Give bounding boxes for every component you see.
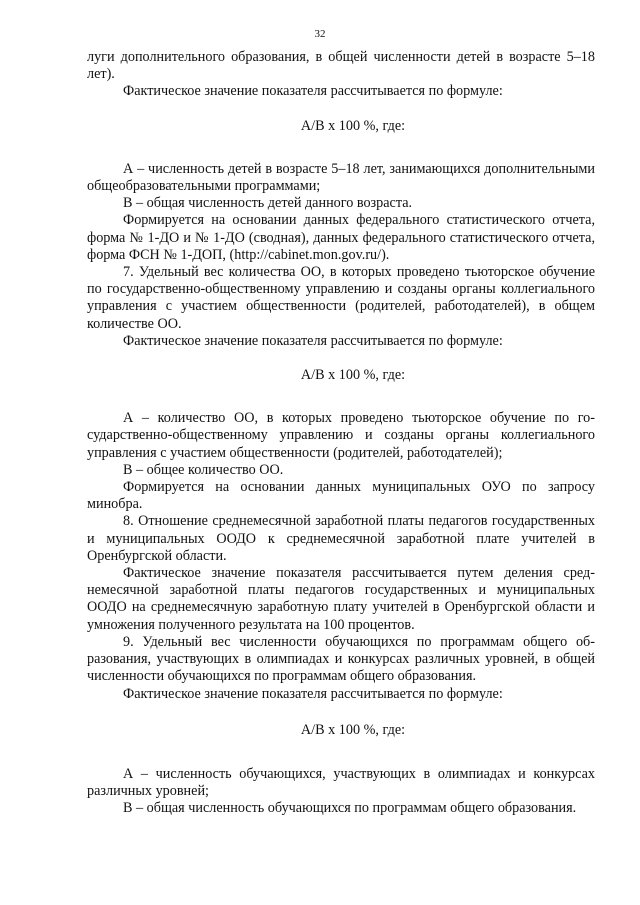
paragraph: луги дополнительного образования, в общей численности детей в возрасте 5–18 лет). bbox=[87, 49, 595, 83]
formula: А/В х 100 %, где: bbox=[300, 721, 406, 738]
paragraph: Формируется на основании данных федерального статистического отчета, форма № 1-ДО и № 1-ДО (сводная), данных федерального статистического отчета, форма ФСН № 1-ДОП, (http://cabinet.mon.gov.ru/). bbox=[87, 212, 595, 263]
formula: А/В х 100 %, где: bbox=[300, 367, 406, 384]
paragraph: В – общее количество ОО. bbox=[123, 461, 284, 478]
paragraph: Формируется на основании данных муниципальных ОУО по запросу минобра. bbox=[87, 479, 595, 513]
paragraph: 8. Отношение среднемесячной заработной платы педагогов государственных и муниципальных ООДО к среднемесячной заработной плате учителей в Оренбургской области. bbox=[87, 513, 595, 564]
page-number: 32 bbox=[314, 28, 326, 40]
formula: А/В х 100 %, где: bbox=[300, 117, 406, 134]
paragraph: А – количество ОО, в которых проведено тьюторское обучение по государственно-общественному управлению и созданы органы коллегиального управления с участием общественности (родителей, работодателей); bbox=[87, 410, 595, 461]
paragraph: В – общая численность обучающихся по программам общего образования. bbox=[123, 800, 577, 817]
paragraph: 9. Удельный вес численности обучающихся по программам общего образования, участвующих в олимпиадах и конкурсах различных уровней, в общей численности обучающихся по программам общего образования. bbox=[87, 633, 595, 685]
paragraph: А – численность обучающихся, участвующих в олимпиадах и конкурсах различных уровней; bbox=[87, 765, 595, 800]
paragraph: Фактическое значение показателя рассчитывается путем деления среднемесячной заработной платы педагогов государственных и муниципальных ООДО на среднемесячную заработную плату учителей в Оренбургской области и умножения полученного результата на 100 процентов. bbox=[87, 565, 595, 633]
paragraph: А – численность детей в возрасте 5–18 лет, занимающихся дополнительными общеобразовательными программами; bbox=[87, 160, 595, 195]
paragraph: Фактическое значение показателя рассчитывается по формуле: bbox=[123, 685, 503, 702]
paragraph: Фактическое значение показателя рассчитывается по формуле: bbox=[123, 332, 503, 349]
paragraph: Фактическое значение показателя рассчитывается по формуле: bbox=[123, 83, 503, 100]
document-body bbox=[87, 49, 595, 818]
paragraph: 7. Удельный вес количества ОО, в которых проведено тьюторское обучение по государственно-общественному управлению и созданы органы коллегиального управления с участием общественности (родителей, работодателей), в общем количестве ОО. bbox=[87, 264, 595, 332]
paragraph: В – общая численность детей данного возраста. bbox=[123, 195, 413, 212]
